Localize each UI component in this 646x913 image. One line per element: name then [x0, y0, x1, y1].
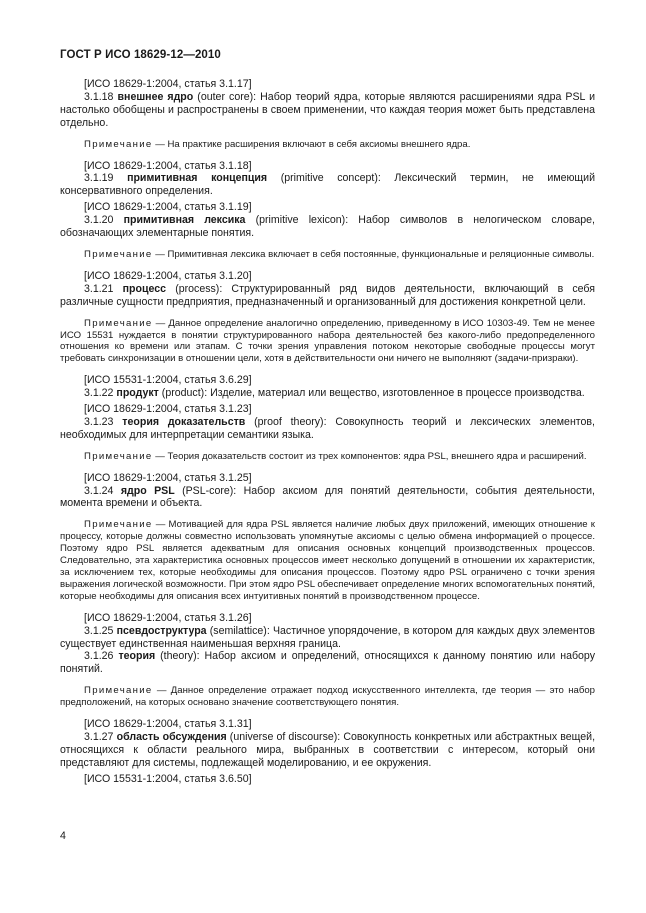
- source-reference: [60, 374, 595, 387]
- term-name: область обсуждения: [116, 730, 227, 743]
- term-definition: [60, 650, 595, 676]
- term-text: (semilattice): Частичное упорядочение, в котором для каждых двух элементов существует единственная наименьшая верхняя граница.: [60, 624, 595, 650]
- note: [60, 318, 595, 366]
- source-reference-text: [ИСО 18629-1:2004, статья 3.1.18]: [84, 159, 252, 172]
- source-reference-text: [ИСО 18629-1:2004, статья 3.1.20]: [84, 269, 252, 282]
- source-reference-text: [ИСО 18629-1:2004, статья 3.1.23]: [84, 403, 252, 416]
- note-label: Примечание: [84, 317, 153, 329]
- term-number: 3.1.27: [84, 730, 114, 743]
- term-text: (proof theory): Совокупность теорий и лексических элементов, необходимых для интерпретации семантики языка.: [60, 415, 595, 441]
- term-text: (universe of discourse): Совокупность конкретных или абстрактных вещей, относящихся к области реального мира, выбранных в соответствии с интересом, который они представляют для системы, подлежащей моделированию, и ее окружения.: [60, 730, 596, 769]
- term-text: (product): Изделие, материал или вещество, изготовленное в процессе производства.: [158, 387, 585, 400]
- term-number: 3.1.22: [84, 387, 114, 400]
- source-reference: [60, 472, 595, 485]
- term-text: (primitive concept): Лексический термин, не имеющий консервативного определения.: [60, 172, 595, 198]
- source-reference-text: [ИСО 18629-1:2004, статья 3.1.26]: [84, 611, 252, 624]
- note-text: — Мотивацией для ядра PSL является наличие любых двух приложений, имеющих отношение к процессу, которые должны совместно использовать упомянутые аксиомы с целью обмена информацией о процессе. Поэтому ядро PSL является адекватным для описания основных концепций производственных процессов. Следовательно, эта характеристика основных процессов имеет несколько допущений в отношении их характеристик, за исключением тех, которые необходимы для описания процессов. Поэтому ядро PSL ограничено с точки зрения выражения логической возможности. При этом ядро PSL обеспечивает определение многих вспомогательных понятий, которые необходимы для описания всех интуитивных понятий в производственном процессе.: [60, 519, 595, 602]
- term-name: теория: [118, 650, 156, 663]
- term-number: 3.1.23: [84, 415, 114, 428]
- term-definition: [60, 387, 595, 400]
- source-reference-text: [ИСО 18629-1:2004, статья 3.1.31]: [84, 718, 252, 731]
- document-header: ГОСТ Р ИСО 18629-12—2010: [60, 49, 221, 61]
- source-reference: [60, 160, 595, 173]
- note: [60, 685, 595, 709]
- term-definition: [60, 625, 595, 651]
- term-name: внешнее ядро: [117, 90, 194, 103]
- source-reference: [60, 773, 595, 786]
- term-definition: [60, 214, 595, 240]
- term-number: 3.1.26: [84, 650, 114, 663]
- source-reference: [60, 201, 595, 214]
- term-name: процесс: [122, 282, 167, 295]
- note-text: — Примитивная лексика включает в себя постоянные, функциональные и реляционные символы.: [152, 248, 595, 260]
- source-reference-text: [ИСО 18629-1:2004, статья 3.1.17]: [84, 78, 252, 90]
- term-definition: [60, 731, 595, 770]
- note-label: Примечание: [84, 685, 153, 697]
- source-reference: [60, 78, 595, 91]
- note-text: — Данное определение аналогично определению, приведенному в ИСО 10303-49. Тем не менее ИСО 15531 нуждается в понятии структурированного набора деятельностей без какого-либо предопределенного отношения ко времени или этапам. С точки зрения управления потоком некоторые свободные процессы могут требовать синхронизации в отношении цели, хотя в действительности они ничего не выполняют (задачи-призраки).: [60, 317, 595, 365]
- term-number: 3.1.24: [84, 484, 114, 497]
- term-name: примитивная лексика: [123, 214, 246, 227]
- term-number: 3.1.19: [84, 172, 114, 185]
- source-reference: [60, 270, 595, 283]
- term-definition: [60, 485, 595, 511]
- term-number: 3.1.18: [84, 90, 114, 103]
- source-reference-text: [ИСО 15531-1:2004, статья 3.6.29]: [84, 374, 252, 387]
- note-text: — На практике расширения включают в себя аксиомы внешнего ядра.: [152, 138, 471, 150]
- term-text: (process): Структурированный ряд видов деятельности, включающий в себя различные сущности предприятия, предназначенный и организованный для достижения конкретной цели.: [60, 282, 596, 308]
- term-number: 3.1.25: [84, 624, 114, 637]
- source-reference-text: [ИСО 18629-1:2004, статья 3.1.19]: [84, 201, 252, 214]
- term-text: (PSL-core): Набор аксиом для понятий деятельности, события деятельности, момента времени и объекта.: [60, 484, 595, 510]
- term-definition: [60, 416, 595, 442]
- note-label: Примечание: [84, 248, 153, 260]
- term-definition: [60, 91, 595, 130]
- note: [60, 249, 595, 261]
- term-definition: [60, 172, 595, 198]
- term-name: ядро PSL: [120, 484, 175, 497]
- term-text: (outer core): Набор теорий ядра, которые являются расширениями ядра PSL и настолько обобщены и распространены в своем применении, что каждая теория может быть представлена отдельно.: [60, 90, 595, 129]
- page-number: 4: [60, 830, 66, 842]
- note: [60, 519, 595, 602]
- source-reference: [60, 718, 595, 731]
- source-reference: [60, 612, 595, 625]
- note-label: Примечание: [84, 519, 153, 531]
- note-text: — Данное определение отражает подход искусственного интеллекта, где теория — это набор предположений, на которых основано значение соответствующего понятия.: [60, 685, 595, 709]
- note: [60, 451, 595, 463]
- note-text: — Теория доказательств состоит из трех компонентов: ядра PSL, внешнего ядра и расширений.: [152, 450, 587, 462]
- note-label: Примечание: [84, 138, 153, 150]
- document-body: [60, 78, 595, 786]
- source-reference-text: [ИСО 15531-1:2004, статья 3.6.50]: [84, 772, 252, 785]
- note: [60, 139, 595, 151]
- source-reference: [60, 403, 595, 416]
- term-text: (theory): Набор аксиом и определений, относящихся к данному понятию или набору понятий.: [60, 650, 595, 676]
- term-number: 3.1.20: [84, 214, 114, 227]
- term-definition: [60, 283, 595, 309]
- term-text: (primitive lexicon): Набор символов в нелогическом словаре, обозначающих элементарные понятия.: [60, 214, 595, 240]
- term-name: теория доказательств: [122, 415, 246, 428]
- term-name: продукт: [116, 387, 159, 400]
- term-number: 3.1.21: [84, 282, 114, 295]
- term-name: примитивная концепция: [127, 172, 268, 185]
- note-label: Примечание: [84, 450, 153, 462]
- term-name: псевдоструктура: [116, 624, 207, 637]
- source-reference-text: [ИСО 18629-1:2004, статья 3.1.25]: [84, 471, 252, 484]
